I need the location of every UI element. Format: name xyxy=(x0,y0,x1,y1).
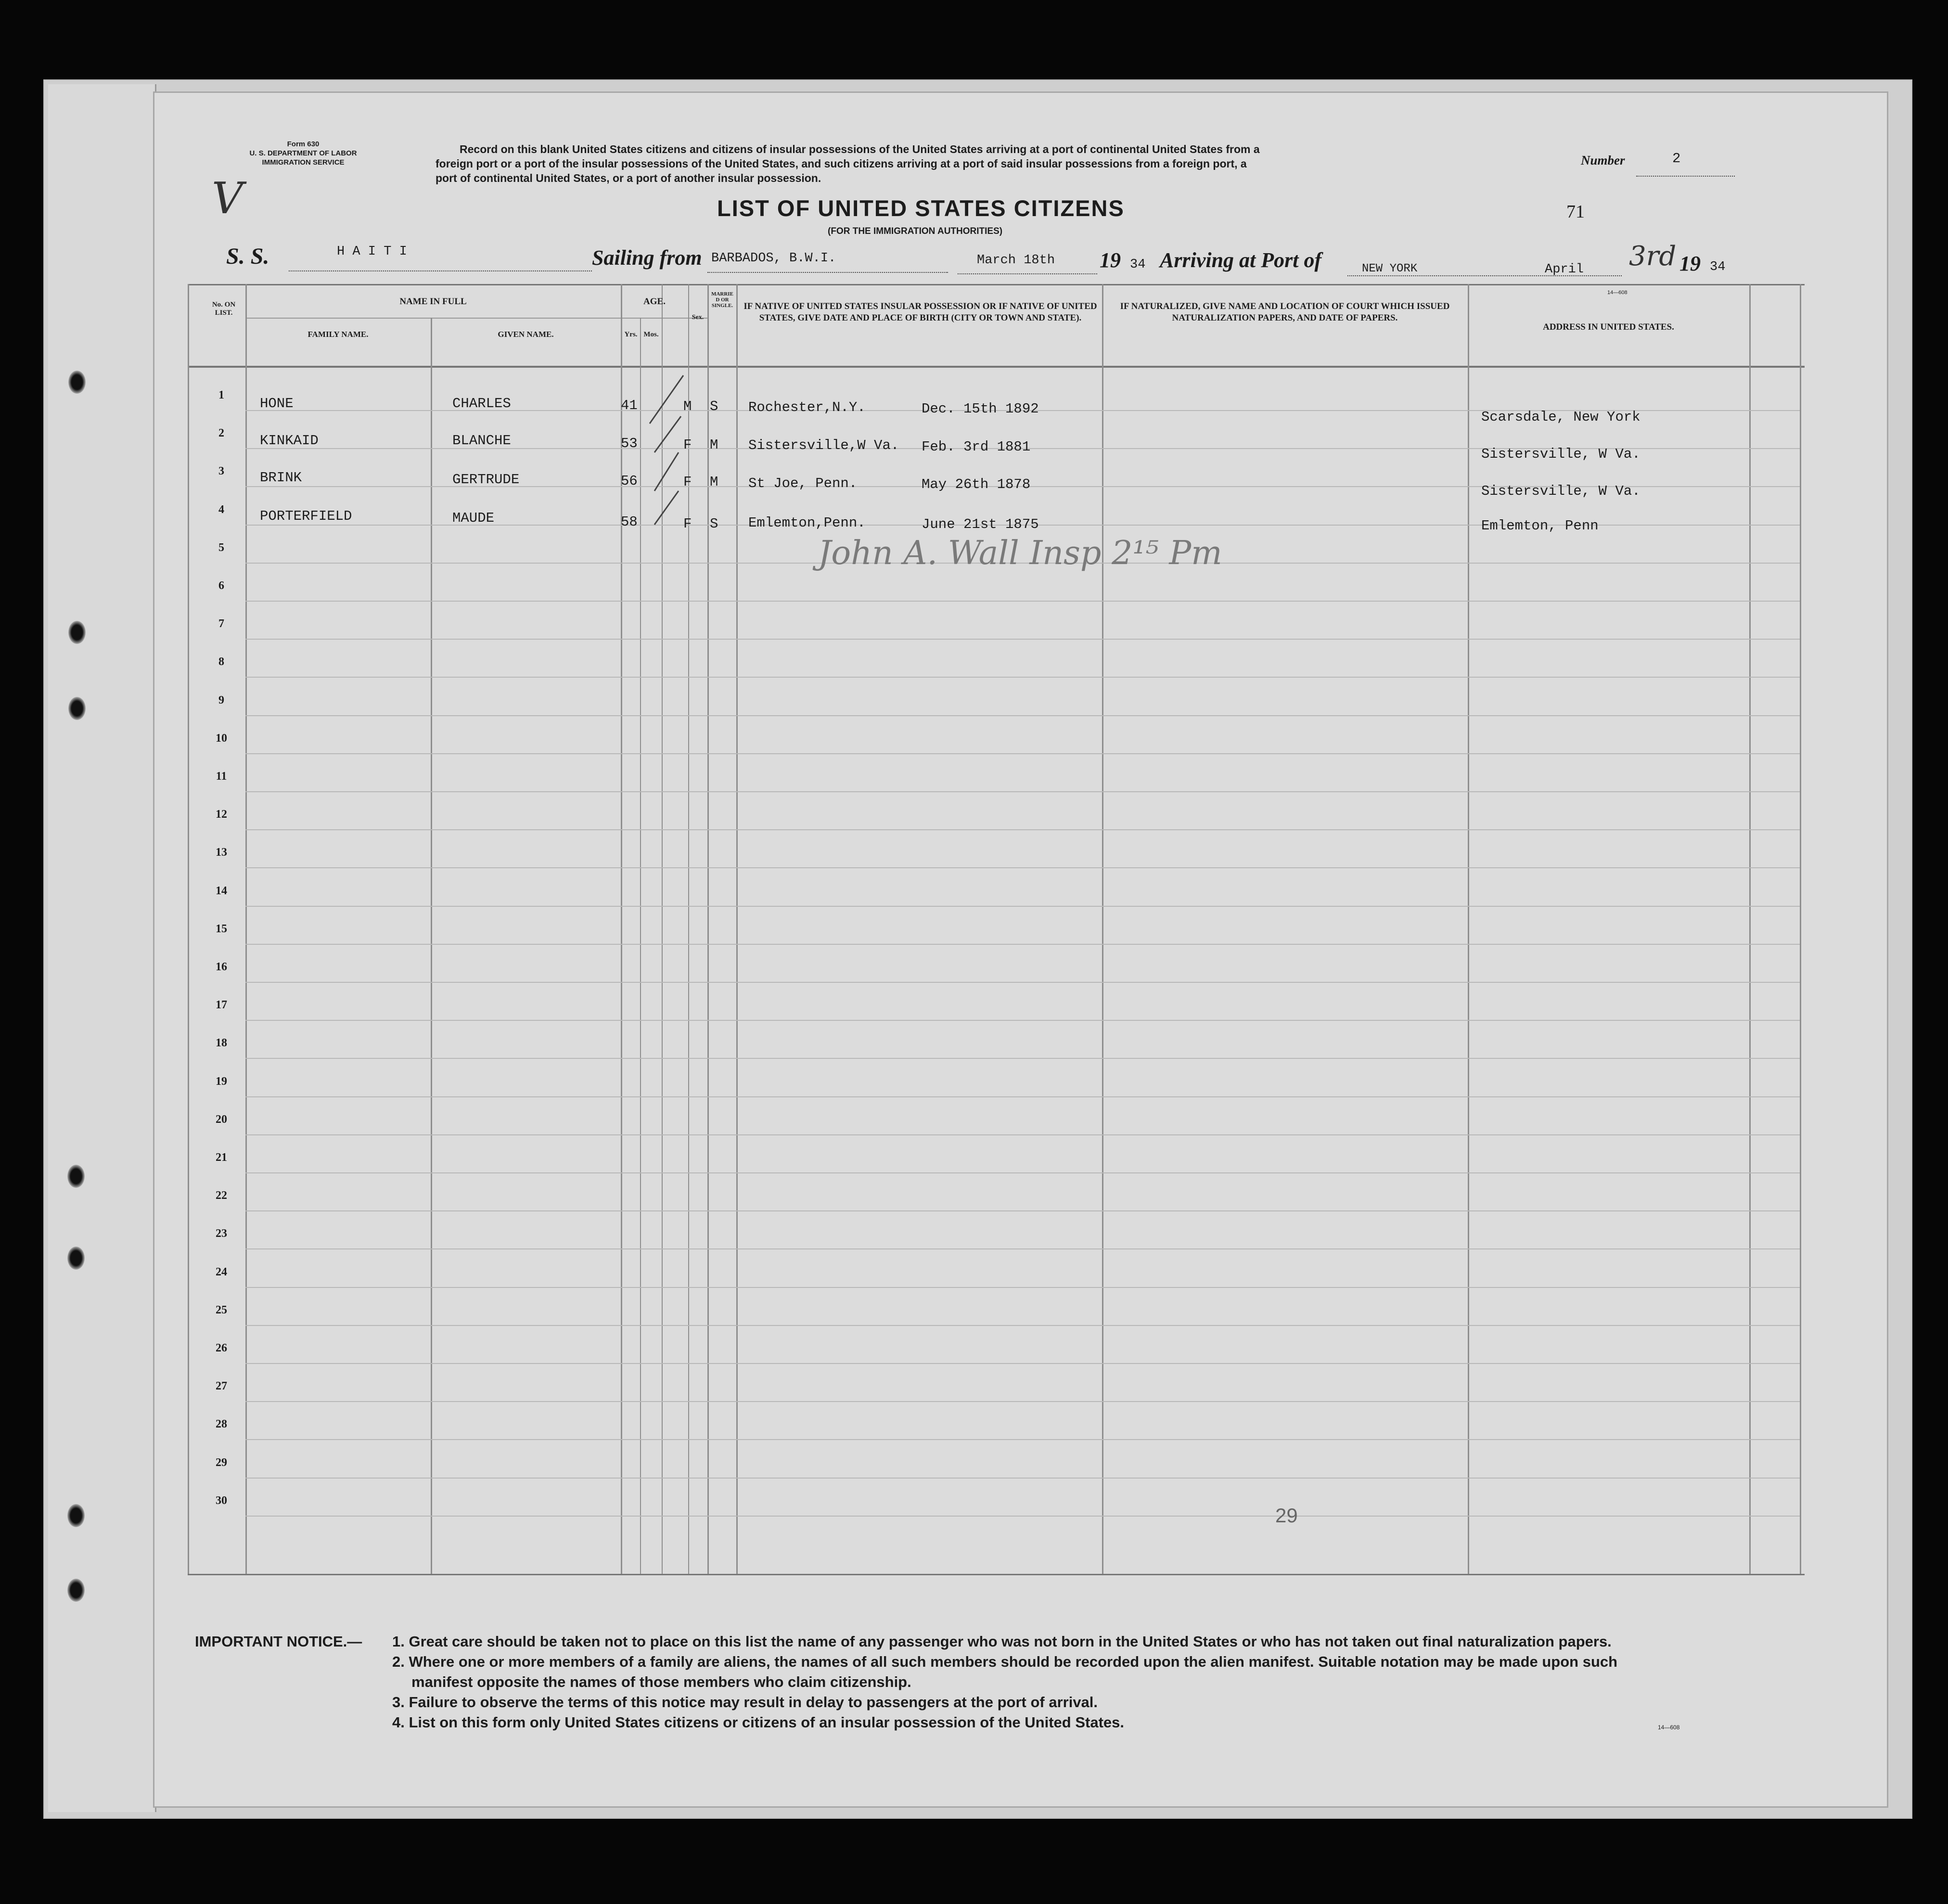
notice-heading: IMPORTANT NOTICE.— xyxy=(195,1633,362,1650)
manifest-sheet xyxy=(153,91,1888,1808)
col-header-birth: IF NATIVE OF UNITED STATES INSULAR POSSESSION OR IF NATIVE OF UNITED STATES, GIVE DATE AND PLACE OF BIRTH (CITY OR TOWN AND STATE). xyxy=(743,301,1097,323)
row-number: 1 xyxy=(218,389,224,401)
printer-mark: 14—608 xyxy=(1607,290,1628,296)
inspector-signature: John A. Wall Insp 2¹⁵ Pm xyxy=(818,534,1222,572)
row-number: 23 xyxy=(216,1227,227,1240)
cell-yrs: 56 xyxy=(621,473,638,489)
row-number: 12 xyxy=(216,808,227,821)
cell-family: KINKAID xyxy=(260,433,319,449)
row-rule xyxy=(245,1096,1800,1097)
cell-birth-place: Sistersville,W Va. xyxy=(748,437,899,453)
row-number: 26 xyxy=(216,1342,227,1354)
col-header-name: NAME IN FULL xyxy=(399,296,467,307)
row-rule xyxy=(245,753,1800,754)
row-rule xyxy=(245,1401,1800,1402)
sailing-line xyxy=(707,272,948,273)
binder-hole xyxy=(67,1579,85,1602)
arrival-year-prefix: 19 xyxy=(1679,252,1701,275)
page-subtitle: (FOR THE IMMIGRATION AUTHORITIES) xyxy=(828,226,1003,236)
number-label: Number xyxy=(1581,153,1625,167)
row-number: 18 xyxy=(216,1037,227,1050)
sailing-label: Sailing from xyxy=(592,246,702,270)
row-rule xyxy=(245,1363,1800,1364)
col-header-married: MARRIED OR SINGLE. xyxy=(711,291,733,309)
cell-marital: M xyxy=(710,437,718,453)
row-number: 20 xyxy=(216,1113,227,1126)
arrival-day: 3rd xyxy=(1629,241,1677,272)
page-stamp: 29 xyxy=(1275,1504,1298,1527)
cell-given: BLANCHE xyxy=(452,433,511,449)
cell-yrs: 41 xyxy=(621,398,638,413)
row-rule xyxy=(245,1134,1800,1135)
row-number: 16 xyxy=(216,961,227,973)
col-header-no: No. ON LIST. xyxy=(212,301,236,317)
row-rule xyxy=(245,982,1800,983)
binder-hole xyxy=(68,621,86,644)
cell-sex: F xyxy=(683,516,692,532)
row-rule xyxy=(245,1287,1800,1288)
cell-birth-place: Emlemton,Penn. xyxy=(748,515,866,531)
department-name: U. S. DEPARTMENT OF LABOR xyxy=(249,149,357,157)
service-name: IMMIGRATION SERVICE xyxy=(262,158,345,167)
col-header-sex: Sex. xyxy=(692,314,704,321)
notice-item: 1. Great care should be taken not to place on this list the name of any passenger who was not born in the United States or who has not taken out final naturalization papers. xyxy=(392,1633,1612,1650)
col-rule xyxy=(188,284,189,1574)
ss-label: S. S. xyxy=(226,244,269,269)
notice-item: manifest opposite the names of those members who claim citizenship. xyxy=(411,1673,911,1690)
arrival-port: NEW YORK xyxy=(1362,262,1418,275)
notice-item: 3. Failure to observe the terms of this notice may result in delay to passengers at the port of arrival. xyxy=(392,1694,1098,1711)
row-rule xyxy=(245,715,1800,716)
row-rule xyxy=(245,1172,1800,1173)
table-bottom-rule xyxy=(188,1574,1805,1575)
row-number: 11 xyxy=(216,770,227,783)
departure-year: 34 xyxy=(1130,257,1146,272)
row-number: 29 xyxy=(216,1456,227,1469)
cell-family: BRINK xyxy=(260,470,302,486)
cell-address: Sistersville, W Va. xyxy=(1481,446,1640,462)
cell-given: MAUDE xyxy=(452,510,495,526)
binder-hole xyxy=(68,697,86,720)
year-prefix: 19 xyxy=(1100,248,1121,272)
row-number: 19 xyxy=(216,1075,227,1088)
form-number: Form 630 xyxy=(287,140,320,148)
row-number: 7 xyxy=(218,618,224,630)
number-value: 2 xyxy=(1672,151,1681,167)
departure-date: March 18th xyxy=(977,253,1055,268)
row-rule xyxy=(245,1210,1800,1211)
col-header-given: GIVEN NAME. xyxy=(498,330,554,339)
col-rule xyxy=(1468,284,1469,1574)
row-number: 3 xyxy=(218,465,224,478)
col-rule xyxy=(736,284,738,1574)
cell-address: Sistersville, W Va. xyxy=(1481,483,1640,499)
row-rule xyxy=(245,791,1800,792)
record-instruction-line: port of continental United States, or a port of another insular possession. xyxy=(436,172,821,184)
col-header-naturalized: IF NATURALIZED, GIVE NAME AND LOCATION OF COURT WHICH ISSUED NATURALIZATION PAPERS, AND DATE OF PAPERS. xyxy=(1120,301,1450,323)
row-number: 4 xyxy=(218,503,224,516)
cell-marital: S xyxy=(710,516,718,532)
row-rule xyxy=(245,1478,1800,1479)
row-number: 21 xyxy=(216,1151,227,1164)
row-number: 13 xyxy=(216,846,227,859)
cell-birth-place: Rochester,N.Y. xyxy=(748,399,866,415)
cell-family: PORTERFIELD xyxy=(260,508,352,524)
row-rule xyxy=(245,1439,1800,1440)
row-rule xyxy=(245,1248,1800,1249)
arrival-year: 34 xyxy=(1710,260,1726,274)
header-bottom-rule xyxy=(188,366,1805,368)
cell-birth-date: Feb. 3rd 1881 xyxy=(922,439,1031,455)
row-rule xyxy=(245,906,1800,907)
row-rule xyxy=(245,677,1800,678)
row-rule xyxy=(245,1325,1800,1326)
corner-checkmark: V xyxy=(212,173,243,224)
arrival-month: April xyxy=(1545,262,1584,277)
row-number: 22 xyxy=(216,1189,227,1202)
row-number: 28 xyxy=(216,1418,227,1431)
row-number: 2 xyxy=(218,427,224,440)
row-number: 14 xyxy=(216,884,227,897)
table-top-rule xyxy=(188,284,1805,285)
binding-strip xyxy=(48,84,156,1812)
row-rule xyxy=(245,1058,1800,1059)
binder-hole xyxy=(68,371,86,394)
binder-hole xyxy=(67,1165,85,1188)
col-rule xyxy=(707,284,709,1574)
row-number: 10 xyxy=(216,732,227,745)
cell-sex: F xyxy=(683,474,692,490)
row-number: 8 xyxy=(218,656,224,669)
record-instructions xyxy=(436,142,1260,185)
binder-hole xyxy=(67,1247,85,1270)
row-rule xyxy=(245,601,1800,602)
cell-marital: S xyxy=(710,399,718,414)
cell-birth-place: St Joe, Penn. xyxy=(748,476,858,491)
form-header xyxy=(202,140,404,167)
row-number: 5 xyxy=(218,541,224,554)
date-line xyxy=(958,273,1097,274)
row-number: 9 xyxy=(218,694,224,707)
record-instruction-line: Record on this blank United States citizens and citizens of insular possessions of the United States arriving at a port of continental United States from a xyxy=(460,143,1260,155)
row-number: 17 xyxy=(216,999,227,1012)
arriving-label: Arriving at Port of xyxy=(1160,248,1322,272)
stamp-number: 71 xyxy=(1566,202,1585,222)
row-rule xyxy=(245,944,1800,945)
col-rule xyxy=(245,284,247,1574)
row-number: 24 xyxy=(216,1265,227,1278)
row-number: 30 xyxy=(216,1494,227,1507)
col-header-mos: Mos. xyxy=(643,331,659,338)
row-rule xyxy=(245,1516,1800,1517)
cell-birth-date: June 21st 1875 xyxy=(922,516,1039,532)
cell-family: HONE xyxy=(260,396,294,412)
ship-line xyxy=(289,270,592,271)
footer-code: 14—608 xyxy=(1658,1724,1680,1731)
col-rule xyxy=(1749,284,1751,1574)
col-header-family: FAMILY NAME. xyxy=(308,330,369,339)
record-instruction-line: foreign port or a port of the insular possessions of the United States, and such citizens arriving at a port of said insular possessions from a foreign port, a xyxy=(436,157,1247,170)
cell-address: Scarsdale, New York xyxy=(1481,409,1640,425)
cell-address: Emlemton, Penn xyxy=(1481,518,1599,534)
cell-given: CHARLES xyxy=(452,396,511,412)
col-header-yrs: Yrs. xyxy=(624,331,638,338)
notice-item: 4. List on this form only United States citizens or citizens of an insular possession of the United States. xyxy=(392,1714,1124,1731)
row-rule xyxy=(245,1020,1800,1021)
col-header-address: ADDRESS IN UNITED STATES. xyxy=(1543,322,1674,332)
cell-marital: M xyxy=(710,474,718,490)
col-rule xyxy=(1800,284,1801,1574)
row-rule xyxy=(245,867,1800,868)
cell-sex: F xyxy=(683,437,692,453)
name-subhead-rule xyxy=(245,318,621,319)
sailing-port: BARBADOS, B.W.I. xyxy=(711,251,836,266)
row-number: 15 xyxy=(216,922,227,935)
ship-name: H A I T I xyxy=(337,244,407,259)
col-rule xyxy=(1102,284,1103,1574)
cell-sex: M xyxy=(683,399,692,414)
page-title: LIST OF UNITED STATES CITIZENS xyxy=(717,195,1125,221)
binder-hole xyxy=(67,1504,85,1527)
col-header-age: AGE. xyxy=(643,296,666,307)
row-number: 25 xyxy=(216,1303,227,1316)
cell-birth-date: Dec. 15th 1892 xyxy=(922,401,1039,417)
notice-item: 2. Where one or more members of a family are aliens, the names of all such members should be recorded upon the alien manifest. Suitable notation may be made upon such xyxy=(392,1653,1618,1670)
age-checkmarks xyxy=(640,371,707,534)
cell-given: GERTRUDE xyxy=(452,472,520,488)
number-line xyxy=(1636,176,1735,177)
col-rule xyxy=(431,318,432,1574)
cell-yrs: 53 xyxy=(621,436,638,451)
row-number: 27 xyxy=(216,1380,227,1393)
cell-birth-date: May 26th 1878 xyxy=(922,476,1031,492)
row-rule xyxy=(245,829,1800,830)
row-number: 6 xyxy=(218,579,224,592)
row-rule xyxy=(245,639,1800,640)
cell-yrs: 58 xyxy=(621,514,638,530)
